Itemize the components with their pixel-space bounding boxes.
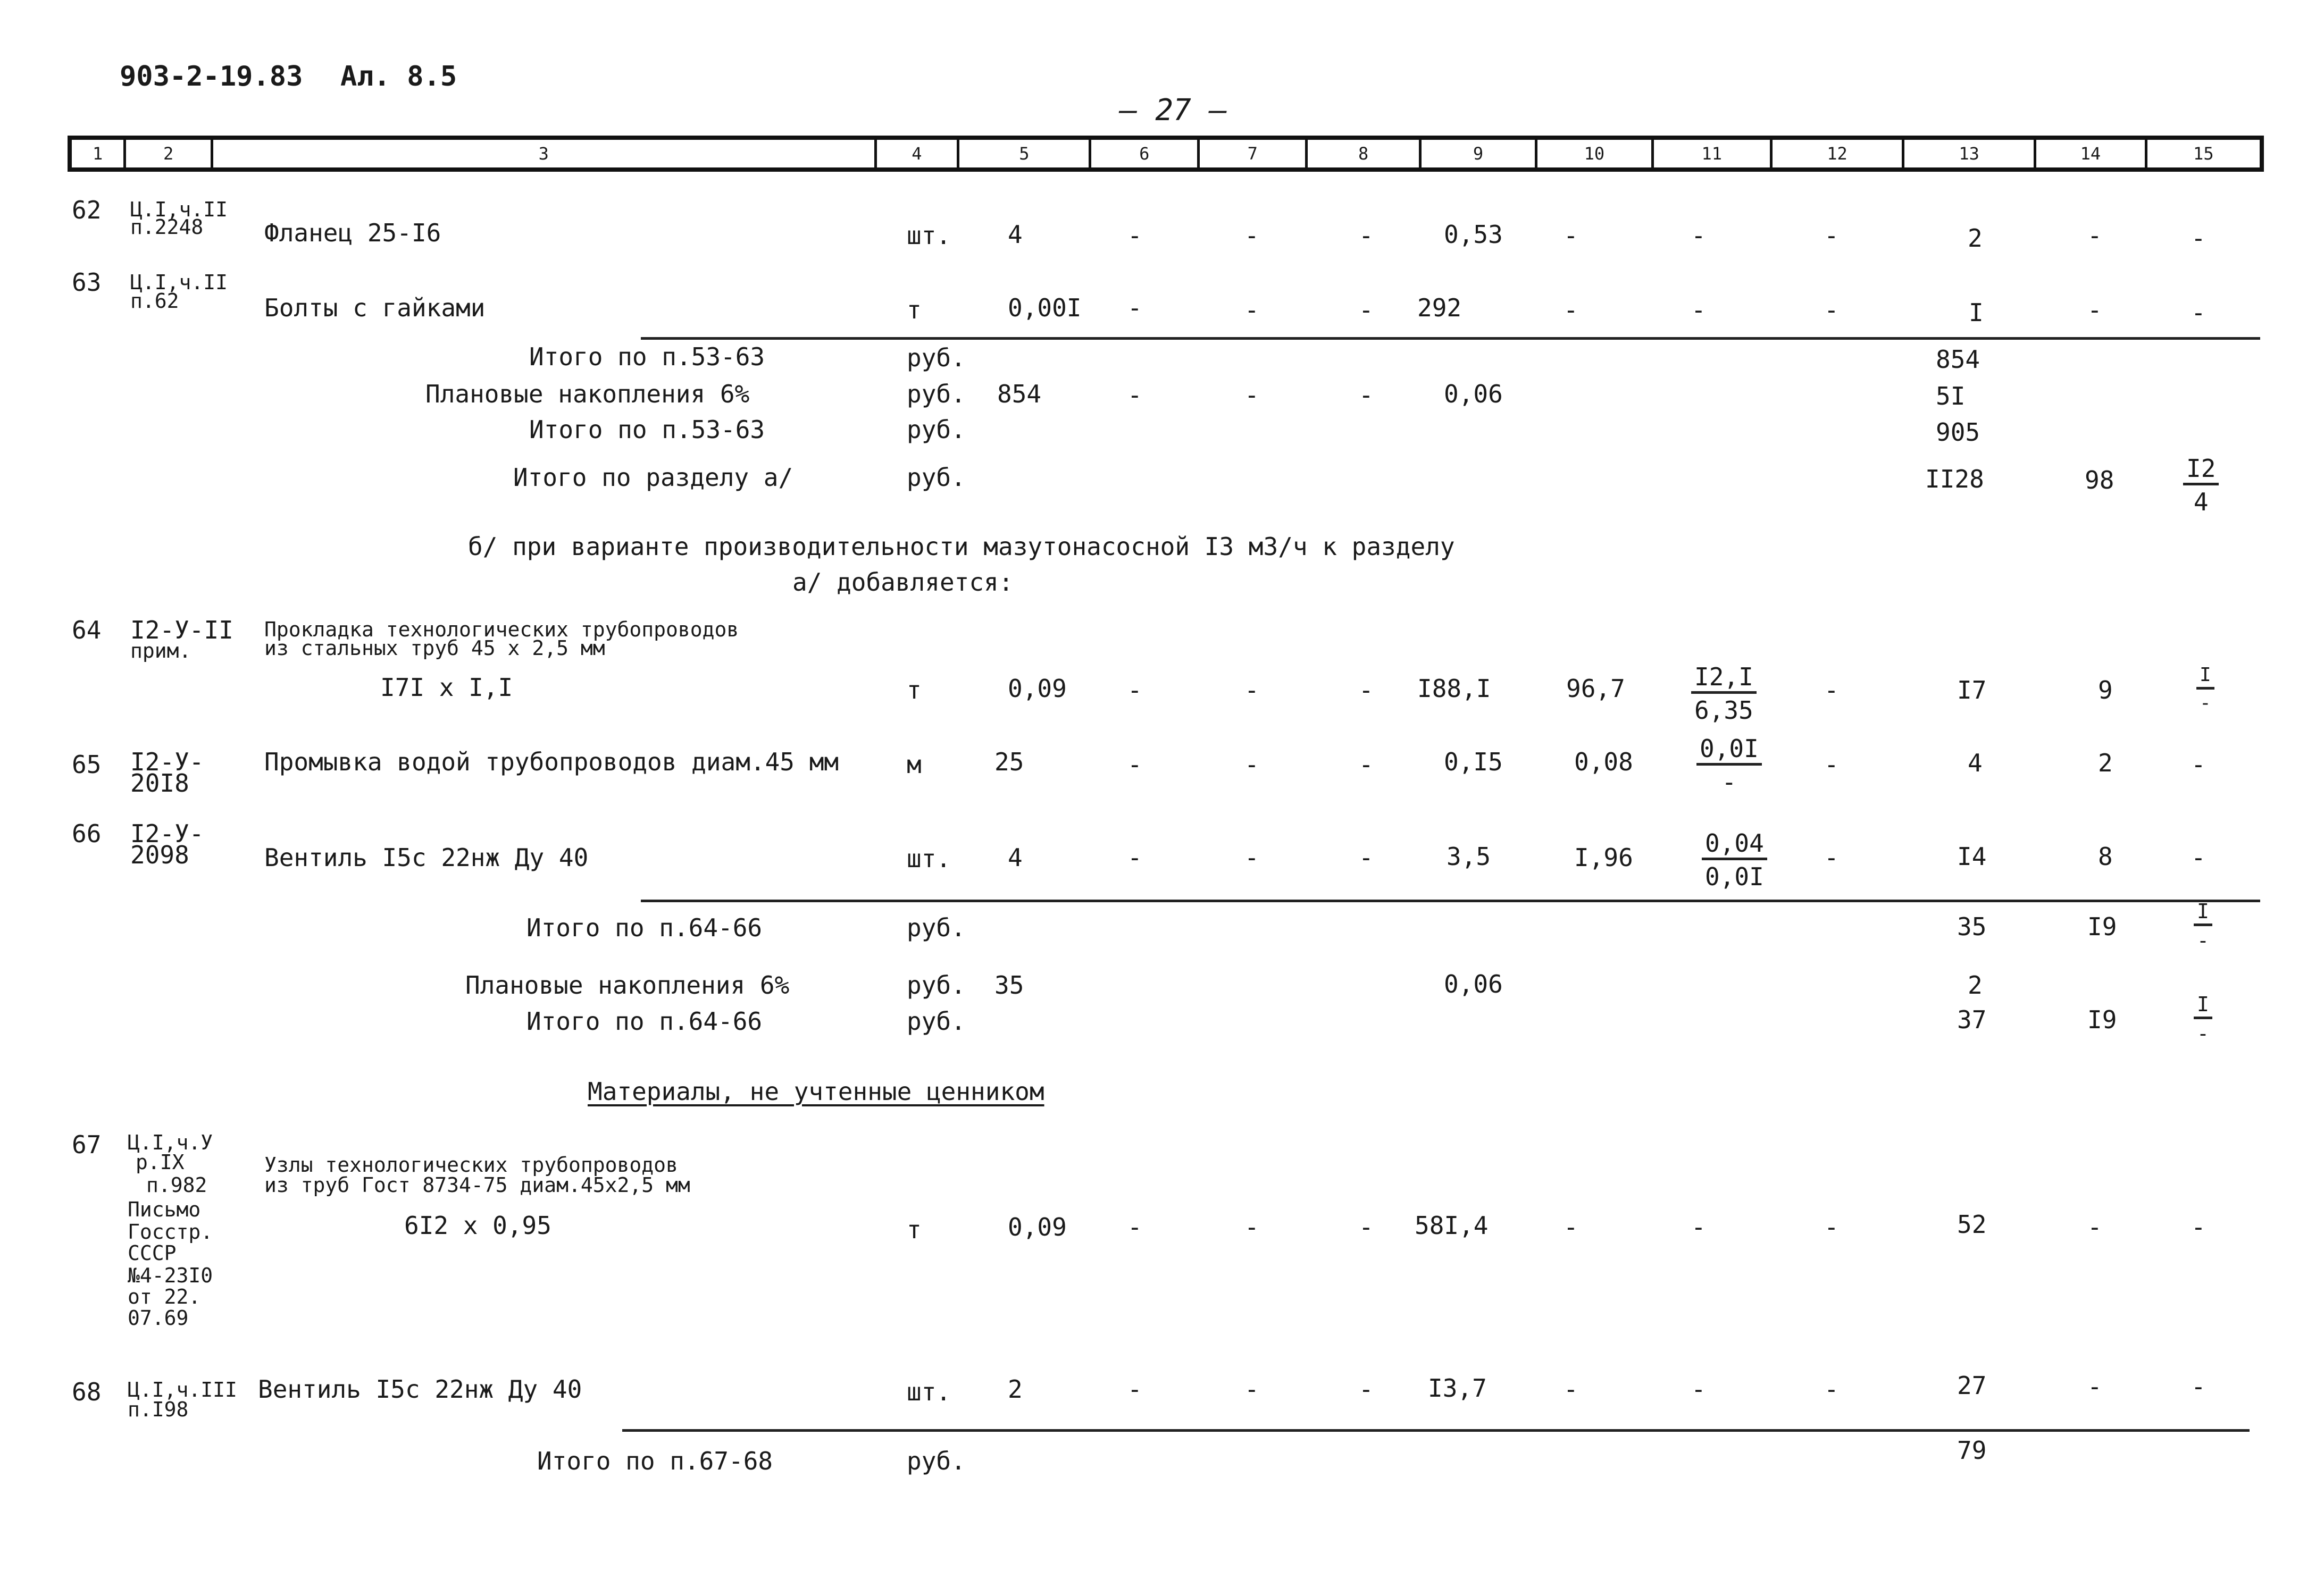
page-number: — 27 — — [1119, 93, 1227, 128]
accrual-col-13: 5I — [1936, 382, 1966, 410]
row-number: 63 — [72, 268, 102, 297]
col-8: - — [1359, 221, 1374, 250]
fraction-denominator: - — [1721, 768, 1737, 796]
item-name: Болты с гайками — [264, 293, 486, 322]
price-reference-line-9: 07.69 — [128, 1306, 189, 1330]
section-total-col-15 — [2183, 456, 2219, 514]
col-14: 9 — [2098, 676, 2113, 704]
col-7: - — [1244, 221, 1259, 250]
quantity: 4 — [1008, 843, 1023, 872]
col-6: - — [1127, 1375, 1142, 1404]
total-label: Итого по п.53-63 — [529, 342, 765, 371]
accrual-unit: руб. — [907, 971, 966, 1000]
price-reference-line-6: СССР — [128, 1241, 177, 1265]
col-10: - — [1564, 296, 1578, 324]
accrual-col-13: 2 — [1968, 971, 1983, 1000]
col-9: 0,53 — [1444, 220, 1503, 249]
total-unit: руб. — [907, 343, 966, 372]
col-15: - — [2191, 750, 2206, 779]
accrual-base: 854 — [997, 380, 1042, 408]
col-10: - — [1564, 221, 1578, 250]
col-15: - — [2191, 1213, 2206, 1241]
col-8: - — [1359, 676, 1374, 704]
col-header-4: 4 — [877, 140, 960, 167]
section-total-col-14: 98 — [2085, 466, 2114, 494]
col-8: - — [1359, 750, 1374, 779]
fraction-numerator: 0,0I — [1696, 736, 1762, 766]
col-11: - — [1691, 296, 1706, 324]
sheet-label: Ал. 8.5 — [340, 61, 457, 93]
col-10: I,96 — [1574, 843, 1633, 872]
total-label: Итого по п.64-66 — [526, 913, 763, 942]
price-reference-item: п.62 — [130, 289, 179, 313]
total-col-13: 37 — [1957, 1005, 1987, 1034]
total-col-14: I9 — [2087, 912, 2117, 941]
col-11 — [1696, 736, 1762, 794]
col-6: - — [1127, 221, 1142, 250]
accrual-label: Плановые накопления 6% — [465, 971, 790, 1000]
col-header-5: 5 — [959, 140, 1091, 167]
fraction-denominator: 4 — [2193, 488, 2209, 516]
col-6: - — [1127, 750, 1142, 779]
col-13: 4 — [1968, 749, 1983, 777]
col-7: - — [1244, 750, 1259, 779]
col-15: - — [2191, 224, 2206, 253]
quantity: 4 — [1008, 220, 1023, 249]
fraction-numerator: I — [2194, 994, 2212, 1019]
price-reference-note: прим. — [130, 639, 191, 662]
total-unit: руб. — [907, 415, 966, 444]
section-total-unit: руб. — [907, 463, 966, 492]
fraction-numerator: I2,I — [1691, 665, 1757, 694]
col-header-14: 14 — [2036, 140, 2147, 167]
item-name: Узлы технологических трубопроводов — [264, 1153, 678, 1177]
price-reference-item: п.2248 — [130, 215, 204, 239]
col-14: 2 — [2098, 749, 2113, 777]
unit: шт. — [907, 1378, 951, 1406]
accrual-base: 35 — [994, 971, 1024, 1000]
total-label: Итого по п.53-63 — [529, 415, 765, 444]
col-11: - — [1691, 1375, 1706, 1404]
price-reference-line-1: Ц.I,ч.У — [128, 1131, 213, 1154]
price-reference-item: п.I98 — [128, 1398, 189, 1421]
col-header-12: 12 — [1773, 140, 1904, 167]
col-9: I3,7 — [1428, 1374, 1487, 1403]
col-14: - — [2087, 1213, 2102, 1241]
col-8: - — [1359, 1375, 1374, 1404]
fraction-numerator: I — [2194, 901, 2212, 926]
fraction-numerator: I — [2196, 666, 2214, 690]
unit: шт. — [907, 844, 951, 873]
col-header-10: 10 — [1537, 140, 1653, 167]
col-13: I4 — [1957, 842, 1987, 871]
row-number: 68 — [72, 1378, 102, 1406]
col-header-6: 6 — [1091, 140, 1199, 167]
col-7: - — [1244, 843, 1259, 872]
col-11 — [1702, 831, 1767, 889]
price-reference-line-3: п.982 — [146, 1173, 207, 1197]
col-12: - — [1824, 843, 1839, 872]
col-12: - — [1824, 1213, 1839, 1241]
price-reference: I2-У-II — [130, 616, 233, 644]
unit: шт. — [907, 221, 951, 250]
row-number: 62 — [72, 196, 102, 224]
total-col-13: 35 — [1957, 912, 1987, 941]
item-name: Вентиль I5с 22нж Ду 40 — [264, 843, 589, 872]
section-total-label: Итого по разделу а/ — [513, 463, 793, 492]
price-reference: Ц.I,ч.III — [128, 1378, 237, 1401]
col-12: - — [1824, 1375, 1839, 1404]
col-14: 8 — [2098, 842, 2113, 871]
fraction-denominator: 6,35 — [1694, 696, 1753, 725]
section-b-heading-cont: а/ добавляется: — [792, 568, 1014, 597]
col-header-8: 8 — [1308, 140, 1421, 167]
col-14: - — [2087, 221, 2102, 250]
col-11: - — [1691, 221, 1706, 250]
col-header-7: 7 — [1200, 140, 1308, 167]
total-col-15 — [2194, 994, 2212, 1044]
col-8: - — [1359, 1213, 1374, 1241]
price-reference: Ц.I,ч.II — [130, 271, 228, 294]
fraction-numerator: 0,04 — [1702, 831, 1767, 860]
col-15: - — [2191, 298, 2206, 327]
row-number: 64 — [72, 616, 102, 644]
col-10: - — [1564, 1213, 1578, 1241]
total-col-14: I9 — [2087, 1005, 2117, 1034]
doc-code: 903-2-19.83 — [120, 61, 303, 93]
unit: м — [907, 750, 922, 779]
col-9: 58I,4 — [1415, 1211, 1489, 1240]
quantity-formula: 6I2 х 0,95 — [404, 1211, 551, 1240]
subtotal-rule — [641, 900, 2260, 902]
col-12: - — [1824, 750, 1839, 779]
fraction-denominator: - — [2197, 929, 2209, 952]
price-reference-line-7: №4-23I0 — [128, 1264, 213, 1287]
accrual-label: Плановые накопления 6% — [425, 380, 750, 408]
price-reference: Ц.I,ч.II — [130, 198, 228, 221]
fraction-numerator: I2 — [2183, 456, 2219, 485]
col-6: - — [1127, 676, 1142, 704]
quantity: 0,00I — [1008, 293, 1082, 322]
col-12: - — [1824, 296, 1839, 324]
quantity: 2 — [1008, 1375, 1023, 1404]
materials-heading: Материалы, не учтенные ценником — [588, 1077, 1044, 1106]
col-10: 96,7 — [1566, 674, 1625, 703]
col-14: - — [2087, 1372, 2102, 1401]
col-header-1: 1 — [72, 140, 126, 167]
col-7: - — [1244, 1375, 1259, 1404]
fraction-denominator: - — [2197, 1022, 2209, 1045]
item-name: Прокладка технологических трубопроводов — [264, 618, 739, 641]
price-reference: I2-У- — [130, 748, 204, 776]
section-b-heading: б/ при варианте производительности мазутонасосной I3 м3/ч к разделу — [468, 532, 1455, 561]
col-header-13: 13 — [1904, 140, 2036, 167]
col-6: - — [1127, 843, 1142, 872]
row-number: 65 — [72, 750, 102, 779]
total-unit: руб. — [907, 1447, 966, 1475]
col-8: - — [1359, 381, 1374, 409]
col-12: - — [1824, 676, 1839, 704]
col-13: I7 — [1957, 676, 1987, 704]
item-name-cont: из труб Гост 8734-75 диам.45х2,5 мм — [264, 1173, 690, 1197]
quantity-formula: I7I х I,I — [380, 673, 513, 702]
price-reference: I2-У- — [130, 819, 204, 848]
total-col-13: 854 — [1936, 345, 1980, 374]
col-13: 27 — [1957, 1371, 1987, 1400]
unit: т — [907, 296, 922, 324]
col-9: 3,5 — [1447, 842, 1491, 871]
quantity: 25 — [994, 748, 1024, 776]
subtotal-rule — [641, 337, 2260, 340]
col-header-2: 2 — [126, 140, 213, 167]
price-reference-item: 20I8 — [130, 769, 189, 797]
price-reference-line-8: от 22. — [128, 1285, 201, 1308]
fraction-denominator: 0,0I — [1705, 862, 1764, 891]
item-name-cont: из стальных труб 45 х 2,5 мм — [264, 636, 605, 660]
col-7: - — [1244, 381, 1259, 409]
col-15: - — [2191, 843, 2206, 872]
col-13: 2 — [1968, 224, 1983, 253]
quantity: 0,09 — [1008, 674, 1067, 703]
col-6: - — [1127, 1213, 1142, 1241]
col-9: 292 — [1417, 293, 1462, 322]
fraction-denominator: - — [2200, 692, 2211, 714]
col-10: - — [1564, 1375, 1578, 1404]
col-header-11: 11 — [1654, 140, 1773, 167]
col-6: - — [1127, 293, 1142, 322]
section-total-col-13: II28 — [1925, 465, 1984, 493]
col-8: - — [1359, 843, 1374, 872]
col-14: - — [2087, 296, 2102, 324]
unit: т — [907, 1215, 922, 1244]
item-name: Фланец 25-I6 — [264, 219, 441, 247]
col-header-3: 3 — [213, 140, 876, 167]
item-name: Промывка водой трубопроводов диам.45 мм — [264, 748, 839, 776]
quantity: 0,09 — [1008, 1213, 1067, 1241]
total-col-13: 79 — [1957, 1436, 1987, 1465]
col-11 — [1691, 662, 1757, 725]
row-number: 67 — [72, 1130, 102, 1159]
col-6: - — [1127, 381, 1142, 409]
accrual-rate: 0,06 — [1444, 380, 1503, 408]
price-reference-line-5: Госстр. — [128, 1220, 213, 1244]
col-7: - — [1244, 1213, 1259, 1241]
accrual-rate: 0,06 — [1444, 970, 1503, 998]
total-unit: руб. — [907, 913, 966, 942]
total-label: Итого по п.67-68 — [537, 1447, 773, 1475]
col-7: - — [1244, 296, 1259, 324]
col-8: - — [1359, 296, 1374, 324]
price-reference-line-4: Письмо — [128, 1198, 201, 1221]
total-col-15 — [2194, 901, 2212, 951]
col-12: - — [1824, 221, 1839, 250]
col-9: 0,I5 — [1444, 748, 1503, 776]
subtotal-rule — [622, 1429, 2250, 1432]
col-header-15: 15 — [2193, 144, 2214, 164]
col-15 — [2196, 666, 2214, 713]
unit: т — [907, 676, 922, 704]
col-header-9: 9 — [1422, 140, 1537, 167]
accrual-unit: руб. — [907, 380, 966, 408]
price-reference-line-2: р.IX — [136, 1151, 185, 1174]
col-10: 0,08 — [1574, 748, 1633, 776]
col-9: I88,I — [1417, 674, 1491, 703]
total-label: Итого по п.64-66 — [526, 1007, 763, 1036]
price-reference-item: 2098 — [130, 841, 189, 869]
row-number: 66 — [72, 819, 102, 848]
col-13: I — [1969, 298, 1984, 327]
column-header-row — [68, 136, 2264, 172]
total-unit: руб. — [907, 1007, 966, 1036]
col-15: - — [2191, 1372, 2206, 1401]
col-11: - — [1691, 1213, 1706, 1241]
total-col-13: 905 — [1936, 418, 1980, 447]
col-7: - — [1244, 676, 1259, 704]
item-name: Вентиль I5с 22нж Ду 40 — [258, 1375, 582, 1404]
col-13: 52 — [1957, 1210, 1987, 1239]
